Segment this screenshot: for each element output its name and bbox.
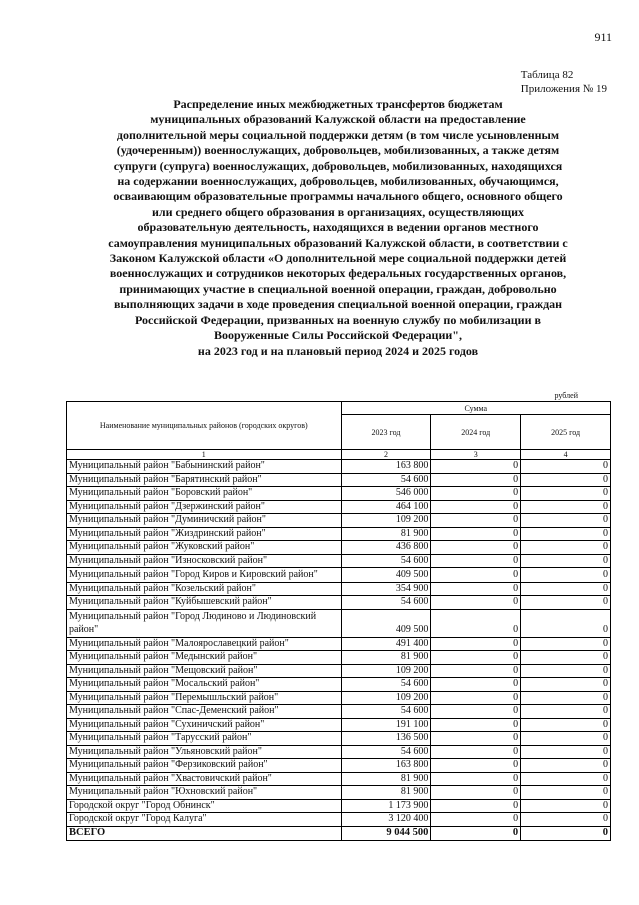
value-2023: 81 900: [341, 772, 431, 786]
value-2024: 0: [431, 745, 521, 759]
municipality-name: Муниципальный район "Перемышльский район": [67, 691, 342, 705]
title-line: самоуправления муниципальных образований Калужской области, в соответствии с: [108, 235, 568, 250]
value-2023: 54 600: [341, 596, 431, 610]
value-2023: 109 200: [341, 514, 431, 528]
value-2024: 0: [431, 596, 521, 610]
title-line: муниципальных образований Калужской области на предоставление: [150, 112, 526, 127]
value-2023: 54 600: [341, 473, 431, 487]
value-2025: 0: [521, 487, 611, 501]
municipality-name: Муниципальный район "Козельский район": [67, 582, 342, 596]
table-row: [67, 554, 611, 568]
value-2025: 0: [521, 759, 611, 773]
appendix-number: Приложения № 19: [520, 83, 607, 95]
table-row: [67, 460, 611, 474]
municipality-name: Муниципальный район "Боровский район": [67, 487, 342, 501]
table-row: [67, 582, 611, 596]
value-2024: 0: [431, 460, 521, 474]
table-row: [67, 786, 611, 800]
municipality-name: Муниципальный район "Спас-Деменский район": [67, 705, 342, 719]
table-row: [67, 813, 611, 827]
header-year-2024: 2024 год: [431, 415, 521, 450]
value-2024: 0: [431, 705, 521, 719]
title-line: дополнительной меры социальной поддержки детям (в том числе усыновленным: [116, 127, 560, 142]
title-line: военнослужащих и сотрудников некоторых федеральных государственных органов,: [109, 266, 567, 281]
municipality-name: Муниципальный район "Юхновский район": [67, 786, 342, 800]
municipality-name: Муниципальный район "Медынский район": [67, 651, 342, 665]
page-number: 911: [594, 30, 612, 44]
total-row: [67, 826, 611, 840]
value-2024: 0: [431, 732, 521, 746]
value-2025: 0: [521, 826, 611, 840]
municipality-name: Муниципальный район "Думиничский район": [67, 514, 342, 528]
table-row: [67, 745, 611, 759]
value-2025: 0: [521, 514, 611, 528]
value-2024: 0: [431, 609, 521, 637]
table-reference: Таблица 82: [520, 69, 574, 81]
title-line: принимающих участие в специальной военной операции, граждан, добровольно: [119, 281, 557, 296]
value-2024: 0: [431, 826, 521, 840]
value-2023: 1 173 900: [341, 799, 431, 813]
title-line: на 2023 год и на плановый период 2024 и 2025 годов: [197, 343, 479, 358]
value-2025: 0: [521, 500, 611, 514]
table-row: [67, 691, 611, 705]
table-row: [67, 514, 611, 528]
title-line: образовательную деятельность, находящихся в ведении органов местного: [137, 220, 539, 235]
value-2024: 0: [431, 500, 521, 514]
value-2024: 0: [431, 786, 521, 800]
value-2024: 0: [431, 799, 521, 813]
municipality-name: Городской округ "Город Обнинск": [67, 799, 342, 813]
municipality-name: Муниципальный район "Малоярославецкий район": [67, 637, 342, 651]
value-2024: 0: [431, 568, 521, 583]
table-row: [67, 718, 611, 732]
table-row: [67, 568, 611, 583]
value-2023: 81 900: [341, 786, 431, 800]
table-row: [67, 541, 611, 555]
value-2025: 0: [521, 582, 611, 596]
municipality-name: Муниципальный район "Сухиничский район": [67, 718, 342, 732]
value-2025: 0: [521, 678, 611, 692]
table-row: [67, 651, 611, 665]
value-2025: 0: [521, 705, 611, 719]
value-2023: 354 900: [341, 582, 431, 596]
column-number: 4: [521, 450, 611, 460]
title-line: Распределение иных межбюджетных трансфертов бюджетам: [173, 97, 503, 111]
budget-table: [66, 401, 611, 841]
header-sum: Сумма: [341, 402, 610, 415]
municipality-name: Муниципальный район "Ульяновский район": [67, 745, 342, 759]
municipality-name: Муниципальный район "Город Киров и Кировский район": [67, 568, 342, 583]
value-2023: 409 500: [341, 609, 431, 637]
municipality-name: Муниципальный район "Бабынинский район": [67, 460, 342, 474]
value-2023: 109 200: [341, 691, 431, 705]
title-line: Законом Калужской области «О дополнительной мере социальной поддержки детей: [109, 251, 567, 266]
value-2024: 0: [431, 637, 521, 651]
value-2023: 546 000: [341, 487, 431, 501]
value-2025: 0: [521, 527, 611, 541]
value-2024: 0: [431, 678, 521, 692]
value-2025: 0: [521, 596, 611, 610]
table-row: [67, 678, 611, 692]
value-2025: 0: [521, 651, 611, 665]
title-line: Вооруженные Силы Российской Федерации",: [214, 328, 462, 343]
table-row: [67, 772, 611, 786]
municipality-name: Муниципальный район "Износковский район": [67, 554, 342, 568]
municipality-name: Муниципальный район "Город Людиново и Людиновский район": [67, 609, 342, 637]
value-2025: 0: [521, 745, 611, 759]
value-2025: 0: [521, 609, 611, 637]
value-2025: 0: [521, 637, 611, 651]
municipality-name: Муниципальный район "Жуковский район": [67, 541, 342, 555]
table-row: [67, 705, 611, 719]
value-2025: 0: [521, 460, 611, 474]
municipality-name: Муниципальный район "Жиздринский район": [67, 527, 342, 541]
table-row: [67, 473, 611, 487]
value-2023: 3 120 400: [341, 813, 431, 827]
value-2024: 0: [431, 813, 521, 827]
value-2025: 0: [521, 772, 611, 786]
value-2023: 191 100: [341, 718, 431, 732]
table-row: [67, 596, 611, 610]
title-line: супруги (супруга) военнослужащих, добровольцев, мобилизованных, находящихся: [113, 158, 563, 173]
value-2025: 0: [521, 554, 611, 568]
table-row: [67, 500, 611, 514]
municipality-name: Муниципальный район "Дзержинский район": [67, 500, 342, 514]
value-2025: 0: [521, 473, 611, 487]
document-title: [66, 97, 610, 359]
value-2023: 9 044 500: [341, 826, 431, 840]
value-2025: 0: [521, 813, 611, 827]
municipality-name: ВСЕГО: [67, 826, 342, 840]
municipality-name: Муниципальный район "Мещовский район": [67, 664, 342, 678]
municipality-name: Муниципальный район "Ферзиковский район": [67, 759, 342, 773]
table-row: [67, 732, 611, 746]
title-line: Российской Федерации, призванных на военную службу по мобилизации в: [135, 312, 541, 327]
value-2024: 0: [431, 582, 521, 596]
value-2025: 0: [521, 732, 611, 746]
column-number: 1: [67, 450, 342, 460]
value-2023: 54 600: [341, 678, 431, 692]
table-row: [67, 487, 611, 501]
municipality-name: Муниципальный район "Хвастовичский район": [67, 772, 342, 786]
value-2025: 0: [521, 541, 611, 555]
value-2025: 0: [521, 664, 611, 678]
title-line: на содержании военнослужащих, добровольцев, мобилизованных, обучающимся,: [117, 174, 559, 189]
value-2025: 0: [521, 799, 611, 813]
value-2024: 0: [431, 514, 521, 528]
appendix-reference: [521, 68, 607, 96]
value-2023: 81 900: [341, 527, 431, 541]
value-2025: 0: [521, 718, 611, 732]
value-2023: 54 600: [341, 705, 431, 719]
value-2023: 54 600: [341, 745, 431, 759]
value-2023: 136 500: [341, 732, 431, 746]
municipality-name: Муниципальный район "Тарусский район": [67, 732, 342, 746]
value-2023: 409 500: [341, 568, 431, 583]
value-2023: 436 800: [341, 541, 431, 555]
title-line: или среднего общего образования в организациях, осуществляющих: [151, 204, 525, 219]
title-line: (удочеренным)) военнослужащих, добровольцев, мобилизованных, а также детям: [116, 143, 560, 158]
value-2023: 491 400: [341, 637, 431, 651]
value-2024: 0: [431, 691, 521, 705]
table-row: [67, 759, 611, 773]
municipality-name: Муниципальный район "Куйбышевский район": [67, 596, 342, 610]
value-2024: 0: [431, 759, 521, 773]
value-2024: 0: [431, 718, 521, 732]
unit-label: рублей: [554, 391, 578, 400]
column-number: 3: [431, 450, 521, 460]
value-2025: 0: [521, 786, 611, 800]
table-row: [67, 664, 611, 678]
table-row: [67, 637, 611, 651]
header-year-2025: 2025 год: [521, 415, 611, 450]
value-2024: 0: [431, 487, 521, 501]
value-2023: 163 800: [341, 460, 431, 474]
value-2023: 81 900: [341, 651, 431, 665]
value-2023: 109 200: [341, 664, 431, 678]
value-2024: 0: [431, 772, 521, 786]
value-2024: 0: [431, 527, 521, 541]
value-2024: 0: [431, 473, 521, 487]
table-row: [67, 799, 611, 813]
column-number: 2: [341, 450, 431, 460]
value-2024: 0: [431, 554, 521, 568]
value-2023: 464 100: [341, 500, 431, 514]
municipality-name: Муниципальный район "Барятинский район": [67, 473, 342, 487]
municipality-name: Городской округ "Город Калуга": [67, 813, 342, 827]
value-2025: 0: [521, 568, 611, 583]
value-2024: 0: [431, 664, 521, 678]
title-line: выполняющих задачи в ходе проведения специальной военной операции, граждан: [113, 297, 563, 312]
table-row: [67, 609, 611, 637]
header-name: Наименование муниципальных районов (городских округов): [67, 402, 342, 450]
value-2023: 54 600: [341, 554, 431, 568]
value-2023: 163 800: [341, 759, 431, 773]
value-2024: 0: [431, 651, 521, 665]
title-line: осваивающим образовательные программы начального общего, основного общего: [113, 189, 563, 204]
value-2025: 0: [521, 691, 611, 705]
value-2024: 0: [431, 541, 521, 555]
municipality-name: Муниципальный район "Мосальский район": [67, 678, 342, 692]
header-year-2023: 2023 год: [341, 415, 431, 450]
table-row: [67, 527, 611, 541]
